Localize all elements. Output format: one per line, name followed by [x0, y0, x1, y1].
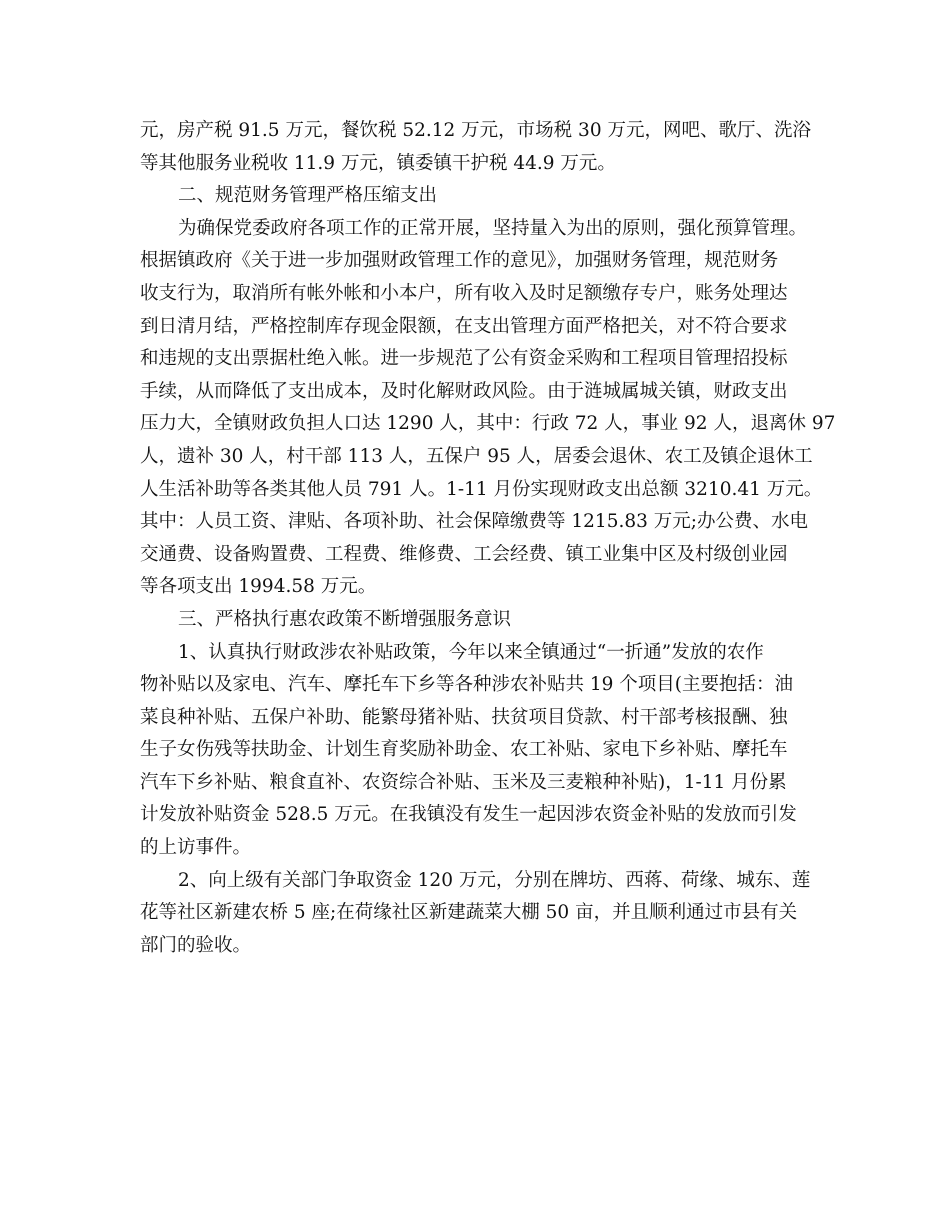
section-heading: 二、规范财务管理严格压缩支出	[178, 185, 438, 207]
text-line: 其中：人员工资、津贴、各项补助、社会保障缴费等 1215.83 万元;办公费、水电	[140, 511, 808, 533]
text-line: 收支行为，取消所有帐外帐和小本户，所有收入及时足额缴存专户，账务处理达	[140, 282, 788, 304]
text-line: 花等社区新建农桥 5 座;在荷缘社区新建蔬菜大棚 50 亩，并且顺利通过市县有关	[140, 902, 798, 924]
text-line: 等其他服务业税收 11.9 万元，镇委镇干护税 44.9 万元。	[140, 152, 616, 174]
text-line: 交通费、设备购置费、工程费、维修费、工会经费、镇工业集中区及村级创业园	[140, 543, 788, 565]
text-line: 物补贴以及家电、汽车、摩托车下乡等各种涉农补贴共 19 个项目(主要抱括：油	[140, 674, 794, 696]
text-line: 根据镇政府《关于进一步加强财政管理工作的意见》，加强财务管理，规范财务	[140, 250, 779, 272]
paragraph-first-line: 1、认真执行财政涉农补贴政策，今年以来全镇通过“一折通”发放的农作	[178, 641, 764, 663]
text-line: 元，房产税 91.5 万元，餐饮税 52.12 万元，市场税 30 万元，网吧、歌厅、洗浴	[140, 120, 811, 141]
text-line: 等各项支出 1994.58 万元。	[140, 576, 377, 598]
text-line: 的上访事件。	[140, 837, 252, 859]
text-line: 手续，从而降低了支出成本，及时化解财政风险。由于涟城属城关镇，财政支出	[140, 380, 788, 402]
section-heading: 三、严格执行惠农政策不断增强服务意识	[178, 608, 512, 630]
text-line: 计发放补贴资金 528.5 万元。在我镇没有发生一起因涉农资金补贴的发放而引发	[140, 804, 797, 826]
text-line: 生子女伤残等扶助金、计划生育奖励补助金、农工补贴、家电下乡补贴、摩托车	[140, 739, 788, 761]
text-line: 和违规的支出票据杜绝入帐。进一步规范了公有资金采购和工程项目管理招投标	[140, 348, 788, 370]
text-line: 人生活补助等各类其他人员 791 人。1-11 月份实现财政支出总额 3210.41 万元。	[140, 478, 823, 500]
text-line: 菜良种补贴、五保户补助、能繁母猪补贴、扶贫项目贷款、村干部考核报酬、独	[140, 706, 788, 728]
text-line: 部门的验收。	[140, 934, 252, 956]
text-line: 汽车下乡补贴、粮食直补、农资综合补贴、玉米及三麦粮种补贴)，1-11 月份累	[140, 771, 787, 793]
text-line: 压力大，全镇财政负担人口达 1290 人，其中：行政 72 人，事业 92 人，退离休 97	[140, 413, 836, 435]
text-line: 人，遗补 30 人，村干部 113 人，五保户 95 人，居委会退休、农工及镇企退休工	[140, 445, 813, 467]
paragraph-first-line: 为确保党委政府各项工作的正常开展，坚持量入为出的原则，强化预算管理。	[178, 217, 808, 239]
text-line: 到日清月结，严格控制库存现金限额，在支出管理方面严格把关，对不符合要求	[140, 315, 788, 337]
document-body	[140, 115, 836, 962]
paragraph-first-line: 2、向上级有关部门争取资金 120 万元，分别在牌坊、西蒋、荷缘、城东、莲	[178, 869, 811, 891]
